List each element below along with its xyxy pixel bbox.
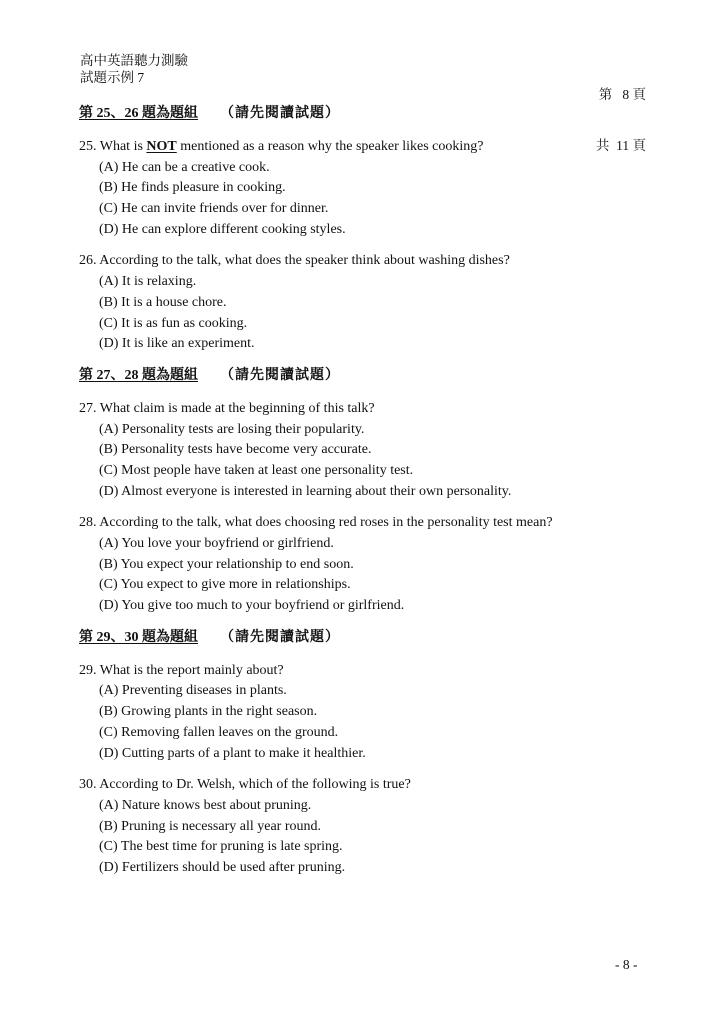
group-heading [79,628,659,648]
option-c: (C) The best time for pruning is late spring. [99,839,343,855]
option-c: (C) You expect to give more in relationships. [99,577,351,593]
group-title: 第 27、28 題為題組 [79,367,198,383]
group-note: （請先閱讀試題） [220,106,340,121]
question-content [79,104,659,890]
question-stem: 29. What is the report mainly about? [79,662,284,678]
stem-text: 25. What is [79,139,147,154]
header-left [80,52,188,86]
option-c: (C) It is as fun as cooking. [99,315,248,331]
option-a: (A) Personality tests are losing their popularity. [99,421,365,437]
option-b: (B) You expect your relationship to end soon. [99,556,354,572]
question-group-29-30 [79,628,659,879]
option-d: (D) You give too much to your boyfriend or girlfriend. [99,598,405,614]
question-28 [79,513,659,616]
question-stem [79,137,659,158]
option-b: (B) He finds pleasure in cooking. [99,180,286,196]
option-b: (B) Personality tests have become very accurate. [99,442,372,458]
sample-label: 試題示例 7 [80,70,145,85]
group-title: 第 29、30 題為題組 [79,629,198,645]
question-stem: 27. What claim is made at the beginning of this talk? [79,400,375,416]
option-d: (D) Cutting parts of a plant to make it healthier. [99,745,366,761]
question-25 [79,137,659,240]
question-stem: 26. According to the talk, what does the speaker think about washing dishes? [79,253,510,269]
question-27 [79,399,659,502]
option-b: (B) It is a house chore. [99,294,227,310]
option-a: (A) Nature knows best about pruning. [99,797,312,813]
option-d: (D) It is like an experiment. [99,336,255,352]
stem-text: mentioned as a reason why the speaker likes cooking? [176,139,484,154]
question-group-27-28 [79,366,659,617]
option-c: (C) Most people have taken at least one personality test. [99,462,414,478]
option-a: (A) You love your boyfriend or girlfriend. [99,536,334,551]
option-d: (D) Almost everyone is interested in learning about their own personality. [99,483,512,499]
group-note: （請先閱讀試題） [220,367,340,383]
option-a: (A) Preventing diseases in plants. [99,683,287,699]
group-note: （請先閱讀試題） [220,629,340,645]
page-total-label: 共 11 頁 [595,138,646,153]
option-b: (B) Pruning is necessary all year round. [99,818,321,834]
group-title: 第 25、26 題為題組 [79,106,198,121]
question-stem: 30. According to Dr. Welsh, which of the following is true? [79,777,411,793]
question-26 [79,251,659,354]
option-b: (B) Growing plants in the right season. [99,704,318,720]
question-29 [79,661,659,764]
option-a: (A) He can be a creative cook. [99,159,270,175]
question-group-25-26 [79,104,659,355]
option-c: (C) He can invite friends over for dinner. [99,201,329,217]
option-c: (C) Removing fallen leaves on the ground. [99,724,339,740]
question-30 [79,775,659,878]
option-d: (D) He can explore different cooking styles. [99,221,346,237]
page-footer: - 8 - [615,957,638,972]
question-stem: 28. According to the talk, what does choosing red roses in the personality test mean? [79,515,553,531]
group-heading [79,366,659,386]
page-number-label: 第 8 頁 [598,87,646,102]
test-title: 高中英語聽力測驗 [80,53,188,68]
stem-emphasis: NOT [146,139,177,154]
option-d: (D) Fertilizers should be used after pruning. [99,859,346,875]
option-a: (A) It is relaxing. [99,274,197,290]
group-heading [79,104,659,124]
